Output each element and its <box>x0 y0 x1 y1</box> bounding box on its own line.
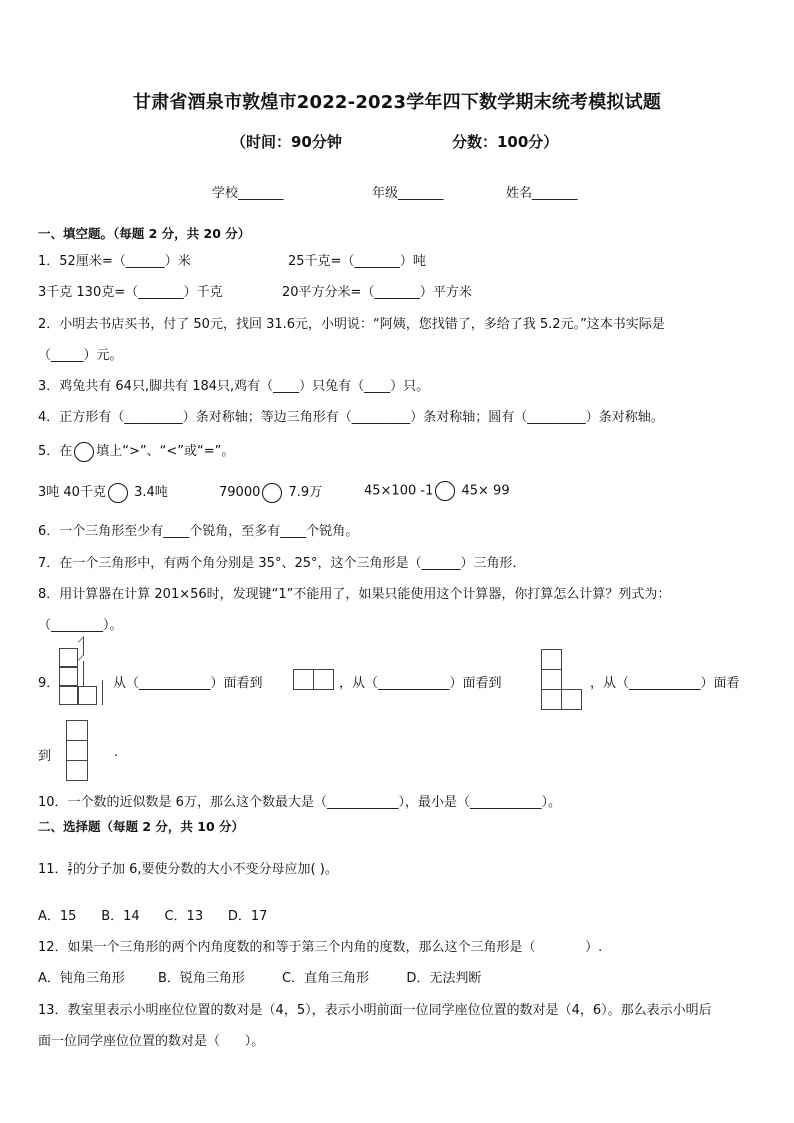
cube-cell <box>78 686 97 705</box>
question-12: 12．如果一个三角形的两个内角度数的和等于第三个内角的度数，那么这个三角形是（ ）. <box>38 940 603 955</box>
answer-circle-icon <box>262 483 282 503</box>
question-5c-right: 45× 99 <box>461 483 510 499</box>
question-11-prefix: 11． <box>38 862 68 877</box>
cube-stack-figure <box>59 648 109 710</box>
school-field: 学校_______ <box>212 186 284 201</box>
view-cell <box>66 740 88 761</box>
question-11-text: 的分子加 6,要使分数的大小不变分母应加( )。 <box>73 862 338 877</box>
view-cell <box>541 649 562 670</box>
exam-score: 分数：100分） <box>452 133 559 151</box>
fraction-3-7 <box>68 862 72 877</box>
question-5a-right: 3.4吨 <box>134 485 168 500</box>
answer-circle-icon <box>108 483 128 503</box>
grade-field: 年级_______ <box>372 186 444 201</box>
question-9-view1: 从（___________）面看到 <box>113 676 263 691</box>
cube-side <box>78 636 84 661</box>
cube-cell <box>59 648 78 667</box>
question-5c <box>364 481 510 501</box>
question-5b <box>219 481 322 503</box>
cube-cell <box>59 667 78 686</box>
exam-time: （时间：90分钟 <box>231 133 342 151</box>
question-13-line2: 面一位同学座位位置的数对是（ ）。 <box>38 1034 265 1049</box>
question-9-view3: ，从（___________）面看 <box>590 676 740 691</box>
view-l-shape-figure <box>541 649 583 711</box>
section-fill-blank-heading: 一、填空题。（每题 2 分，共 20 分） <box>38 226 251 241</box>
question-5b-left: 79000 <box>219 485 261 500</box>
question-1c: 3千克 130克=（_______）千克 <box>38 285 223 300</box>
fraction-numerator: 3 <box>67 861 73 869</box>
question-5-prefix: 5．在 <box>38 444 73 459</box>
question-1b: 25千克=（_______）吨 <box>288 254 426 269</box>
cube-cell <box>59 686 78 705</box>
cube-edge <box>97 680 103 705</box>
view-cell <box>293 669 314 690</box>
compare-circle-icon <box>74 442 94 462</box>
answer-circle-icon <box>435 481 455 501</box>
page-title: 甘肃省酒泉市敦煌市2022-2023学年四下数学期末统考模拟试题 <box>132 92 662 113</box>
question-5a-left: 3吨 40千克 <box>38 485 106 500</box>
question-5b-right: 7.9万 <box>288 485 323 500</box>
question-5c-left: 45×100 -1 <box>364 483 434 499</box>
view-cell <box>66 720 88 741</box>
view-cell <box>561 689 582 710</box>
question-2-line1: 2．小明去书店买书，付了 50元，找回 31.6元，小明说：“阿姨，您找错了，多给了我 5.2元。”这本书实际是 <box>38 317 665 332</box>
question-6: 6．一个三角形至少有____个锐角，至多有____个锐角。 <box>38 524 359 539</box>
question-4: 4．正方形有（_________）条对称轴；等边三角形有（_________）条对称轴；圆有（_________）条对称轴。 <box>38 410 664 425</box>
cube-edge <box>78 661 84 686</box>
question-11 <box>38 858 338 877</box>
view-column-figure <box>66 720 89 782</box>
question-7: 7．在一个三角形中，有两个角分别是 35°、25°，这个三角形是（______）三角形． <box>38 556 526 571</box>
question-1a: 1．52厘米=（______）米 <box>38 254 191 269</box>
question-11-options: A．15 B．14 C．13 D．17 <box>38 909 268 924</box>
question-13-line1: 13．教室里表示小明座位位置的数对是（4，5），表示小明前面一位同学座位位置的数对是（4，6）。那么表示小明后 <box>38 1003 712 1018</box>
question-1d: 20平方分米=（_______）平方米 <box>282 285 472 300</box>
view-cell <box>541 689 562 710</box>
question-2-line2: （_____）元。 <box>38 348 123 363</box>
question-3: 3．鸡兔共有 64只,脚共有 184只,鸡有（____）只兔有（____）只。 <box>38 379 430 394</box>
view-two-squares-figure <box>293 669 335 690</box>
view-cell <box>541 669 562 690</box>
question-9-to: 到 <box>38 749 52 764</box>
question-10: 10．一个数的近似数是 6万，那么这个数最大是（___________），最小是（___________）。 <box>38 795 561 810</box>
question-5-suffix: 填上“>”、“<”或“=”。 <box>96 444 235 459</box>
question-9-view2: ，从（___________）面看到 <box>339 676 502 691</box>
fraction-denominator: 7 <box>67 869 73 877</box>
question-8-line1: 8．用计算器在计算 201×56时，发现键“1”不能用了，如果只能使用这个计算器，你打算怎么计算？列式为： <box>38 587 671 602</box>
question-5 <box>38 440 234 462</box>
question-12-options: A．钝角三角形 B．锐角三角形 C．直角三角形 D．无法判断 <box>38 971 482 986</box>
question-8-line2: （________）。 <box>38 618 123 633</box>
view-cell <box>66 760 88 781</box>
question-9-end: . <box>114 745 119 760</box>
section-choice-heading: 二、选择题（每题 2 分，共 10 分） <box>38 819 245 834</box>
question-9-number: 9． <box>38 676 60 691</box>
question-5a <box>38 481 168 503</box>
name-field: 姓名_______ <box>506 186 578 201</box>
view-cell <box>313 669 334 690</box>
